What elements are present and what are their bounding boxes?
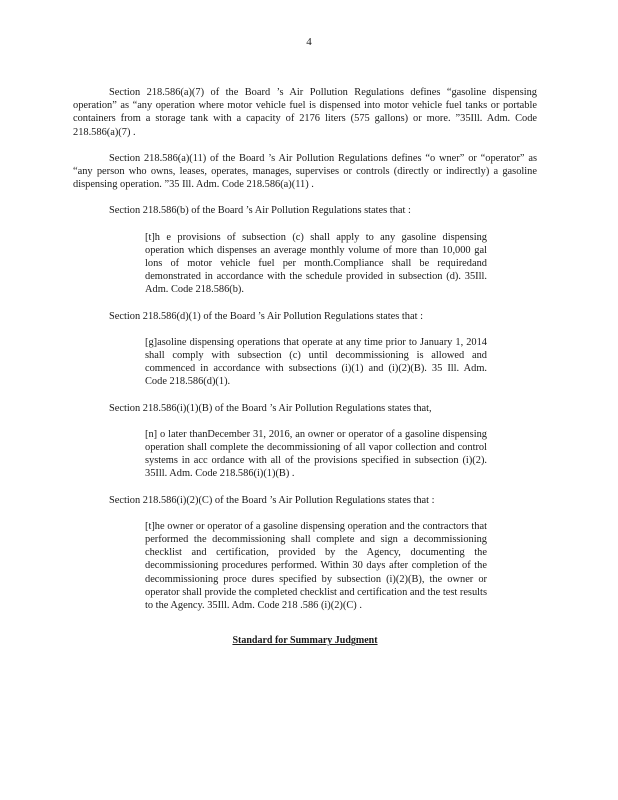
- quote-218-586-i-1-b: [n] o later thanDecember 31, 2016, an owner or operator of a gasoline dispensing operation shall complete the decommissioning of all vapor collection and control systems in acc ordance with all of the provisions specified in subsection (i)(2). 35Ill. Adm. Code 218.586(i)(1)(B) .: [145, 428, 487, 480]
- page-number: 4: [306, 36, 312, 48]
- document-body: [73, 86, 537, 648]
- section-218-586-i-1-b-lead: Section 218.586(i)(1)(B) of the Board ’s Air Pollution Regulations states that,: [109, 402, 432, 414]
- section-218-586-b-lead: Section 218.586(b) of the Board ’s Air Pollution Regulations states that :: [109, 205, 411, 217]
- section-heading: Standard for Summary Judgment: [232, 635, 378, 647]
- quote-218-586-b: [t]h e provisions of subsection (c) shall apply to any gasoline dispensing operation which dispenses an average monthly volume of more than 10,000 gal lons of motor vehicle fuel per month.Compliance shall be requiredand demonstrated in accordance with the schedule provided in subsection (d). 35Ill. Adm. Code 218.586(b).: [145, 231, 487, 296]
- quote-218-586-i-2-c: [t]he owner or operator of a gasoline dispensing operation and the contractors that performed the decommissioning shall complete and sign a decommissioning checklist and certification, provided by the Agency, documenting the decommissioning procedures performed. Within 30 days after completion of the decommissioning proce dures specified by subsection (i)(2)(B), the owner or operator shall provide the completed checklist and certification and the test results to the Agency. 35Ill. Adm. Code 218 .586 (i)(2)(C) .: [145, 520, 487, 612]
- quote-218-586-d-1: [g]asoline dispensing operations that operate at any time prior to January 1, 2014 shall comply with subsection (c) until decommissioning is allowed and commenced in accordance with subsections (i)(1) and (i)(2)(B). 35 Ill. Adm. Code 218.586(d)(1).: [145, 336, 487, 388]
- paragraph-gasoline-dispensing-operation-definition: Section 218.586(a)(7) of the Board ’s Air Pollution Regulations defines “gasoline dispensing operation” as “any operation where motor vehicle fuel is dispensed into motor vehicle fuel tanks or portable containers from a storage tank with a capacity of 2176 liters (575 gallons) or more. ”35Ill. Adm. Code 218.586(a)(7) .: [73, 87, 537, 138]
- section-218-586-d-1-lead: Section 218.586(d)(1) of the Board ’s Air Pollution Regulations states that :: [109, 310, 423, 322]
- paragraph-owner-operator-definition: Section 218.586(a)(11) of the Board ’s Air Pollution Regulations defines “o wner” or “operator” as “any person who owns, leases, operates, manages, supervises or controls (directly or indirectly) a gasoline dispensing operation. ”35 Ill. Adm. Code 218.586(a)(11) .: [73, 152, 537, 191]
- section-218-586-i-2-c-lead: Section 218.586(i)(2)(C) of the Board ’s Air Pollution Regulations states that :: [109, 494, 435, 506]
